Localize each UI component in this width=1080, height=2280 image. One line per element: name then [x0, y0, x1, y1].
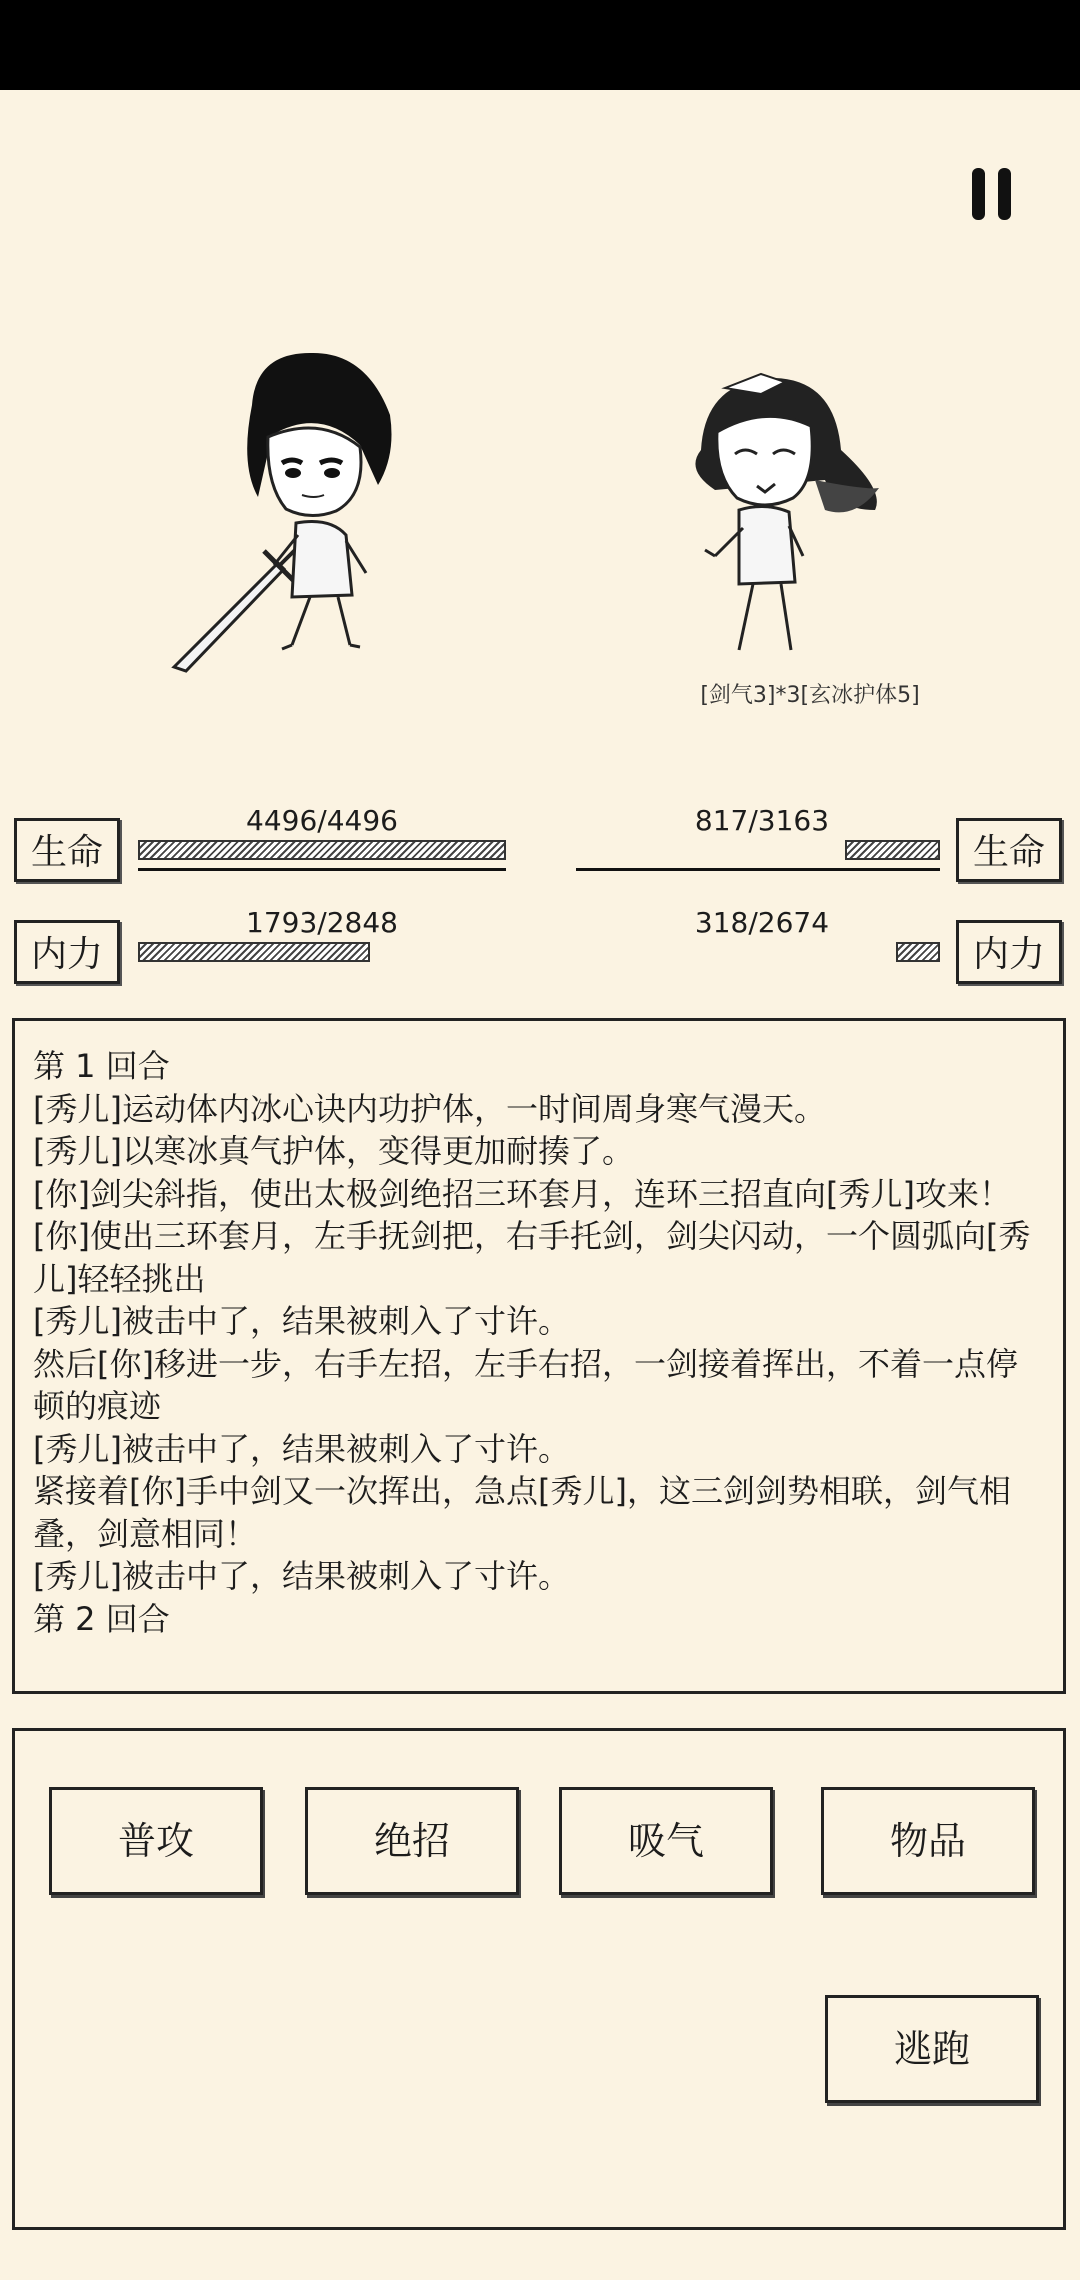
player-mp-value: 1793/2848 [246, 906, 398, 939]
attack-button[interactable]: 普攻 [49, 1787, 263, 1895]
action-panel [12, 1728, 1066, 2230]
player-hp-value: 4496/4496 [246, 804, 398, 837]
player-mp-label: 内力 [14, 920, 120, 984]
player-hp-bar [138, 840, 506, 862]
log-line: 然后[你]移进一步，右手左招，左手右招，一剑接着挥出，不着一点停顿的痕迹 [33, 1344, 1018, 1425]
enemy-buff-status: [剑气3]*3[玄冰护体5] [700, 683, 920, 708]
items-button[interactable]: 物品 [821, 1787, 1035, 1895]
log-line: 紧接着[你]手中剑又一次挥出，急点[秀儿]，这三剑剑势相联，剑气相叠，剑意相同！ [33, 1472, 1011, 1553]
player-character [160, 345, 410, 675]
enemy-mp-label: 内力 [956, 920, 1062, 984]
log-line: 第 1 回合 [33, 1047, 170, 1085]
log-line: [秀儿]被击中了，结果被刺入了寸许。 [33, 1302, 570, 1340]
log-line: [秀儿]被击中了，结果被刺入了寸许。 [33, 1557, 570, 1595]
player-mp-bar [138, 942, 506, 964]
pause-icon[interactable] [968, 168, 1016, 220]
enemy-hp-value: 817/3163 [694, 804, 830, 837]
player-mp-bar-fill [138, 942, 370, 962]
log-line: [秀儿]运动体内冰心诀内功护体，一时间周身寒气漫天。 [33, 1089, 826, 1128]
flee-button[interactable]: 逃跑 [825, 1995, 1039, 2103]
log-line: [你]剑尖斜指，使出太极剑绝招三环套月，连环三招直向[秀儿]攻来！ [33, 1174, 1011, 1213]
log-line: [秀儿]以寒冰真气护体，变得更加耐揍了。 [33, 1132, 634, 1170]
enemy-mp-bar-fill [896, 942, 940, 962]
log-line: [秀儿]被击中了，结果被刺入了寸许。 [33, 1429, 570, 1468]
player-hp-label: 生命 [14, 818, 120, 882]
enemy-character [665, 360, 895, 670]
log-line: [你]使出三环套月，左手抚剑把，右手托剑，剑尖闪动，一个圆弧向[秀儿]轻轻挑出 [33, 1217, 1031, 1298]
enemy-mp-value: 318/2674 [694, 906, 830, 939]
log-line: 第 2 回合 [33, 1599, 170, 1638]
status-bar [0, 0, 1080, 90]
breathe-button[interactable]: 吸气 [559, 1787, 773, 1895]
enemy-mp-bar [576, 942, 940, 964]
battle-log[interactable] [12, 1018, 1066, 1694]
special-move-button[interactable]: 绝招 [305, 1787, 519, 1895]
player-hp-bar-fill [138, 840, 506, 860]
enemy-hp-bar [576, 840, 940, 862]
enemy-hp-bar-fill [845, 840, 940, 860]
enemy-hp-label: 生命 [956, 818, 1062, 882]
enemy-hp-bar-track [576, 868, 940, 871]
player-hp-bar-track [138, 868, 506, 871]
